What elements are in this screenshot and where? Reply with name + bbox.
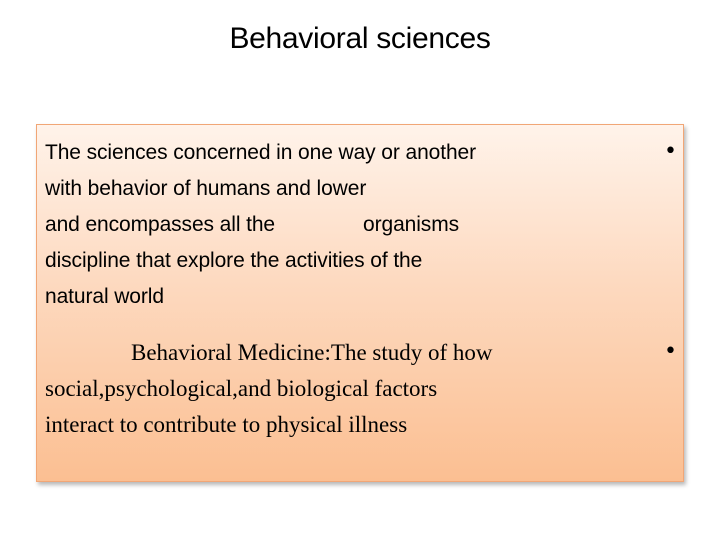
bullet-text-behavioral-medicine [45, 335, 645, 443]
text-line: organisms [363, 213, 459, 236]
text-line: The sciences concerned in one way or another [45, 141, 477, 164]
bullet-marker: • [664, 139, 677, 164]
text-line: and encompasses all the [45, 213, 276, 236]
text-line: Behavioral Medicine:The study of how [131, 340, 493, 365]
text-line: with behavior of humans and lower [45, 177, 367, 200]
bullet-text-definition [45, 135, 645, 315]
text-line: social,psychological,and biological factors [45, 376, 438, 401]
text-line: natural world [45, 285, 164, 308]
text-line-group [45, 335, 645, 371]
text-line: interact to contribute to physical illness [45, 412, 408, 437]
bullet-marker: • [664, 339, 677, 364]
text-line: discipline that explore the activities of the [45, 249, 423, 272]
content-box [36, 124, 684, 482]
slide-title: Behavioral sciences [229, 22, 491, 55]
text-line-group [45, 207, 645, 243]
